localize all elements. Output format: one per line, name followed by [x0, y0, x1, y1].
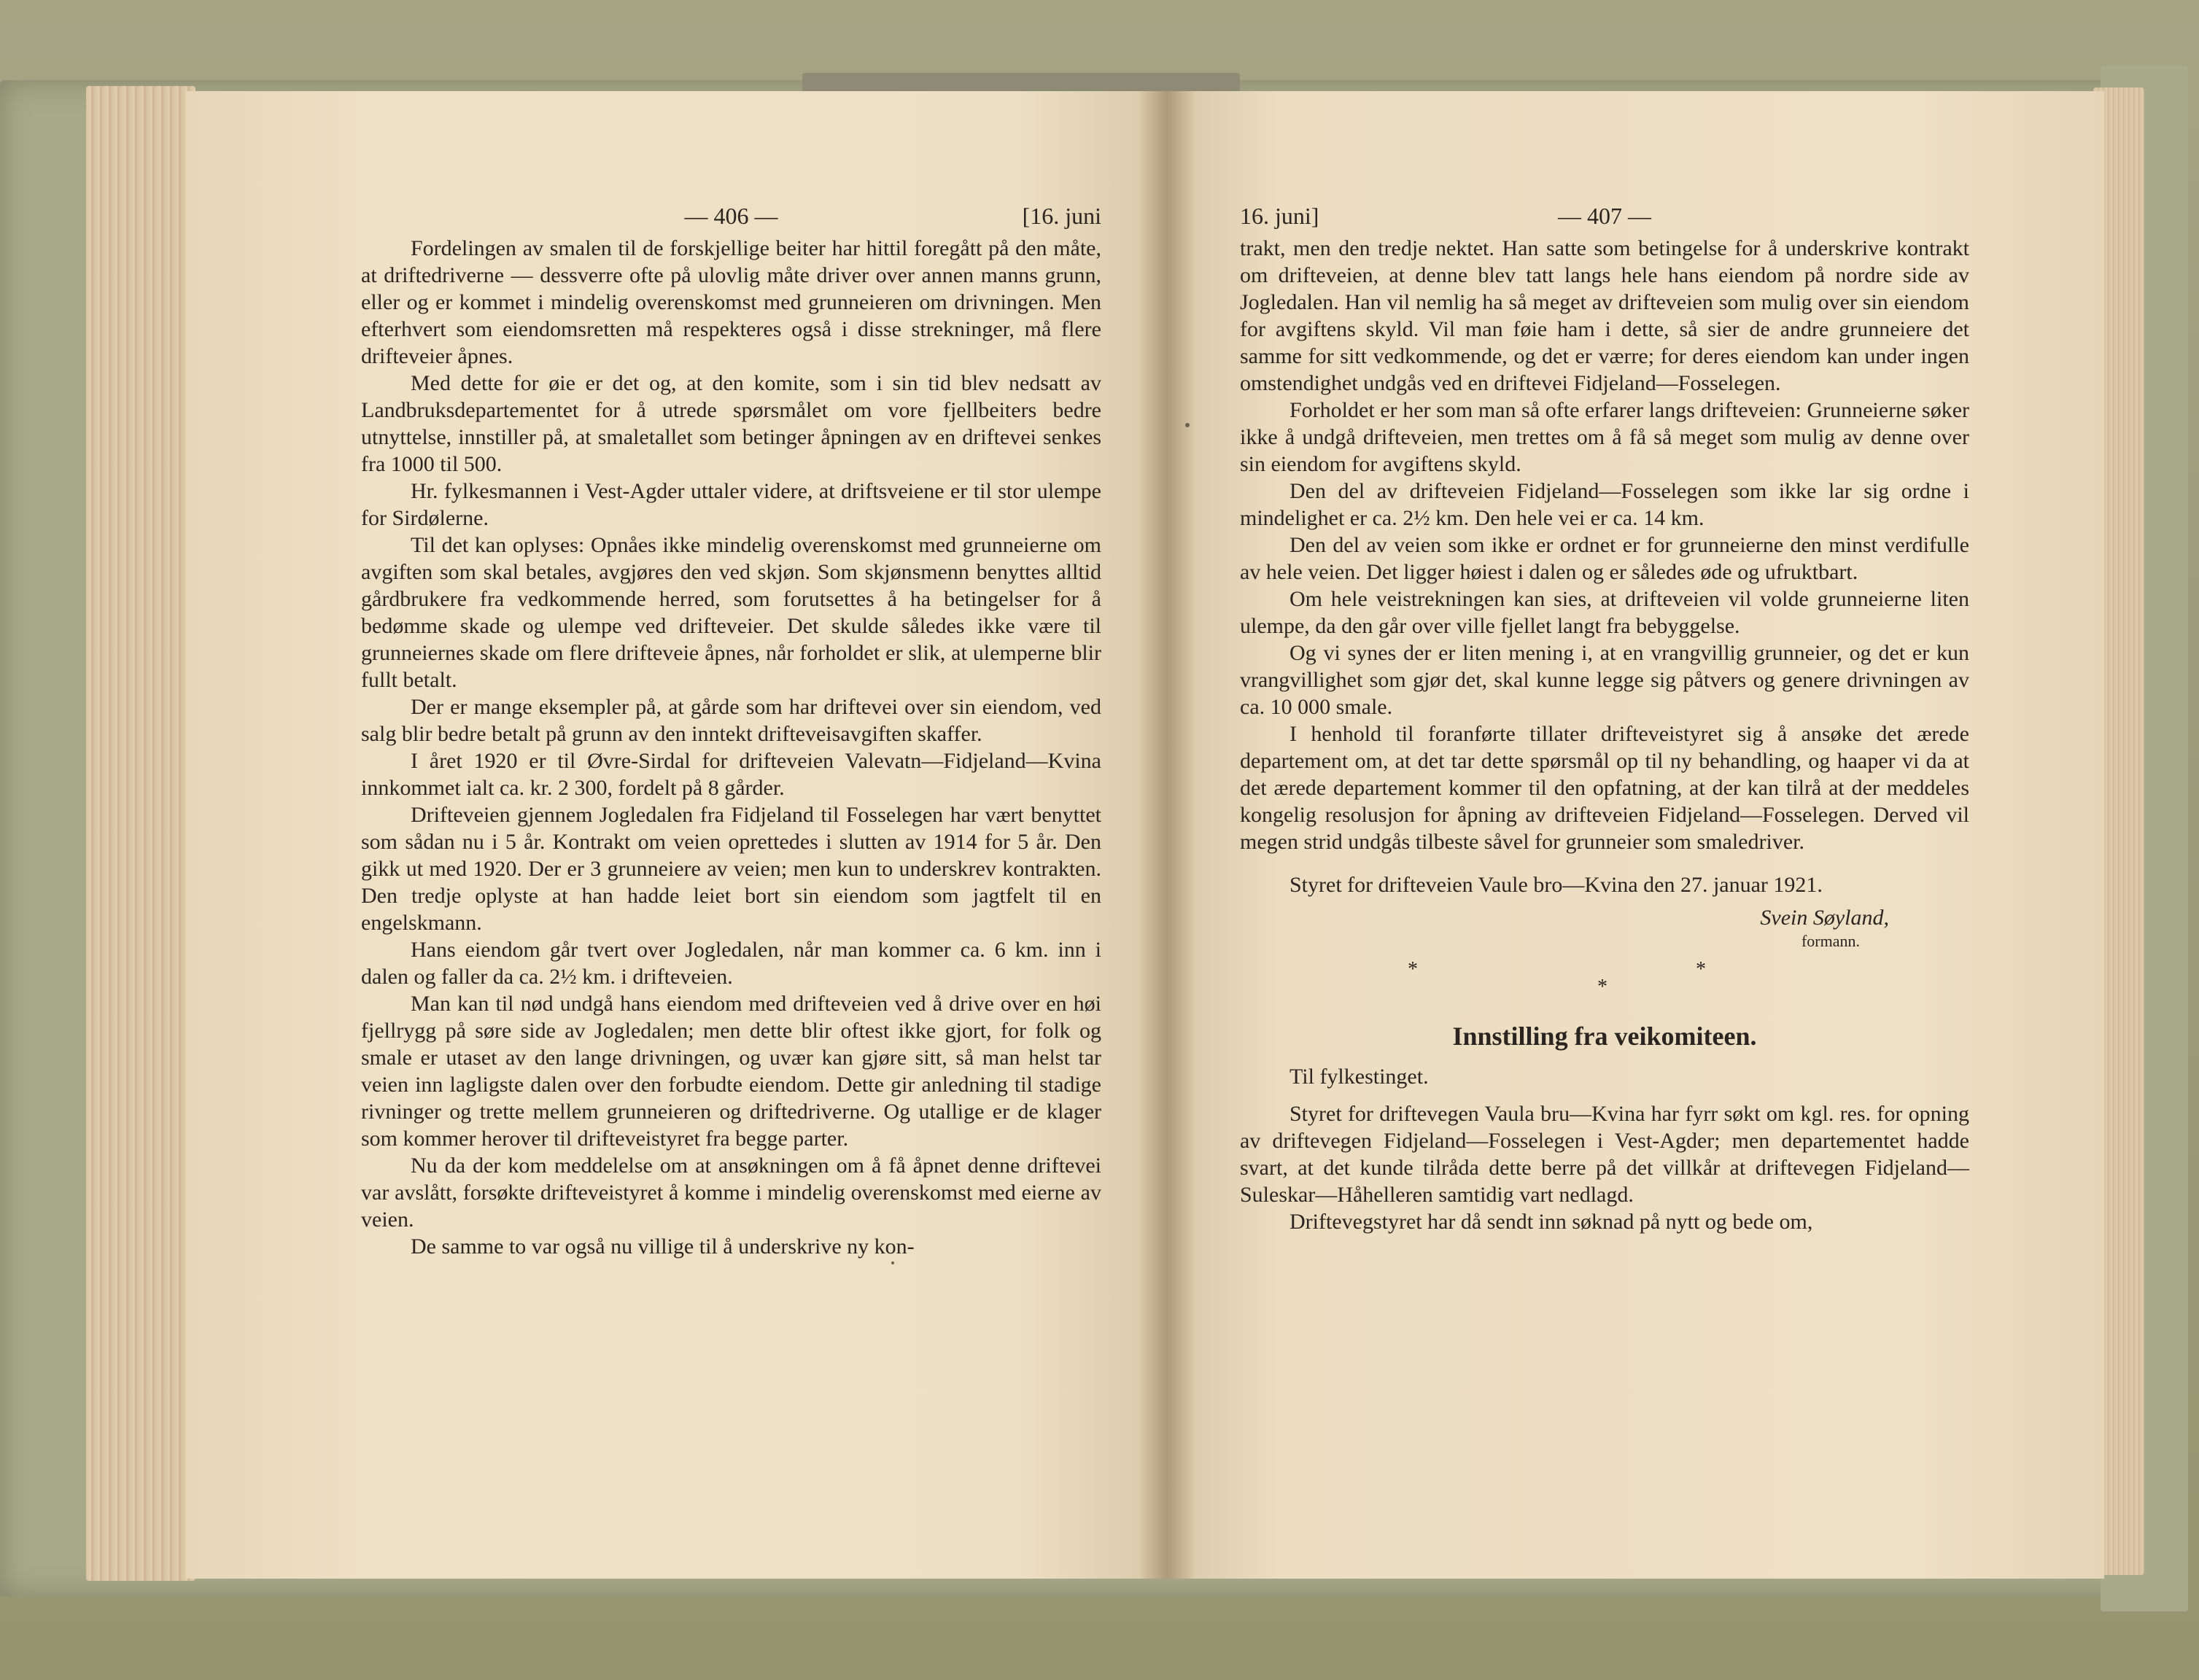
- left-page-header: [361, 203, 1101, 235]
- paragraph: Forholdet er her som man så ofte erfarer langs drifteveien: Grunneierne søker ikke å undgå drifteveien, men trettes om å få så meget som mulig av denne over sin eiendom for avgiftens skyld.: [1240, 398, 1969, 476]
- paragraph: Hr. fylkesmannen i Vest-Agder uttaler videre, at driftsveiene er til stor ulempe for Sirdølerne.: [361, 479, 1101, 530]
- paragraph: Fordelingen av smalen til de forskjellige beiter har hittil foregått på den måte, at driftedriverne — dessverre ofte på ulovlig måte driver over annen manns grunn, eller og er kommet i mindelig overenskomst med grunneieren om drivningen. Men efterhvert som eiendomsretten må respekteres også i disse strekninger, må flere drifteveier åpnes.: [361, 236, 1101, 368]
- section-divider-stars: [1240, 952, 1969, 1003]
- page-number-406: — 406 —: [684, 203, 778, 229]
- paragraph: trakt, men den tredje nektet. Han satte som betingelse for å underskrive kontrakt om drifteveien, at denne blev tatt langs hele hans eiendom på nordre side av Jogledalen. Han vil nemlig ha så meget av drifteveien som mulig over sin eiendom for avgiftens skyld. Vil man føie ham i dette, så sier de andre grunneiere det samme for sitt vedkommende, og det er værre; for deres eiendom kan under ingen omstendighet undgås ved en driftevei Fidjeland—Fosselegen.: [1240, 236, 1969, 395]
- paragraph: Hans eiendom går tvert over Jogledalen, når man kommer ca. 6 km. inn i dalen og faller da ca. 2½ km. i drifteveien.: [361, 938, 1101, 989]
- right-page-header: [1240, 203, 1969, 235]
- section-heading: Innstilling fra veikomiteen.: [1452, 1022, 1757, 1051]
- page-edges-left: [86, 86, 195, 1581]
- paragraph: Til det kan oplyses: Opnåes ikke mindelig overenskomst med grunneierne om avgiften som skal betales, avgjøres den ved skjøn. Som skjønsmenn benyttes alltid gårdbrukere fra vedkommende herred, som forutsettes å ha betingelser for å bedømme skade og ulempe ved drifteveier. Det skulde således ikke være til grunneiernes skade om flere drifteveie åpnes, når forholdet er slik, at ulemperne blir fullt betalt.: [361, 533, 1101, 692]
- divider-star: *: [1696, 958, 1706, 981]
- paragraph: Den del av drifteveien Fidjeland—Fosselegen som ikke lar sig ordne i mindelighet er ca. 2½ km. Den hele vei er ca. 14 km.: [1240, 479, 1969, 530]
- paragraph: Og vi synes der er liten mening i, at en vrangvillig grunneier, og det er kun vrangvillighet som gjør det, skal kunne legge sig påtvers og genere drivningen av ca. 10 000 smale.: [1240, 641, 1969, 719]
- paragraph: Man kan til nød undgå hans eiendom med drifteveien ved å drive over en høi fjellrygg på søre side av Jogledalen; men dette blir oftest ikke gjort, for folk og smale er utaset av den lange drivningen, og uvær kan gjøre sitt, så man helst tar veien inn lagligste dalen over den forbudte eiendom. Dette gir anledning til stadige rivninger og trette mellem grunneieren og driftedriverne. Og utallige er de klager som kommer herover til drifteveistyret fra begge parter.: [361, 992, 1101, 1151]
- paragraph: Styret for driftevegen Vaula bru—Kvina har fyrr søkt om kgl. res. for opning av driftevegen Fidjeland—Fosselegen i Vest-Agder; men departementet hadde svart, at det kunde tilråda dette berre på det villkår at driftevegen Fidjeland—Suleskar—Håhelleren samtidig vart nedlagd.: [1240, 1102, 1969, 1207]
- left-page-text: [361, 203, 1101, 1260]
- paragraph: Om hele veistrekningen kan sies, at drifteveien vil volde grunneierne liten ulempe, da den går over ville fjellet langt fra bebyggelse.: [1240, 587, 1969, 638]
- paragraph: Nu da der kom meddelelse om at ansøkningen om å få åpnet denne driftevei var avslått, forsøkte drifteveistyret å komme i mindelig overenskomst med eierne av veien.: [361, 1154, 1101, 1232]
- divider-star: *: [1408, 958, 1418, 981]
- right-page-text: [1240, 203, 1969, 1235]
- paragraph: Den del av veien som ikke er ordnet er for grunneierne den minst verdifulle av hele veien. Det ligger høiest i dalen og er således øde og ufruktbart.: [1240, 533, 1969, 584]
- right-page-date: 16. juni]: [1240, 203, 1319, 229]
- paragraph: De samme to var også nu villige til å underskrive ny kon-: [411, 1234, 915, 1259]
- paragraph: I henhold til foranførte tillater drifteveistyret sig å ansøke det ærede departement om, at det tar dette spørsmål op til ny behandling, og haaper vi da at det ærede departement kommer til den opfatning, at der kan tilrå at der meddeles kongelig resolusjon for åpning av drifteveien Fidjeland—Fosselegen. Derved vil megen strid undgås tilbeste såvel for grunneier som smaledriver.: [1240, 722, 1969, 854]
- page-number-407: — 407 —: [1558, 203, 1651, 229]
- left-page-date: [16. juni: [1022, 203, 1101, 229]
- paragraph: Driftevegstyret har då sendt inn søknad på nytt og bede om,: [1289, 1210, 1813, 1234]
- paper-speck: [1185, 423, 1190, 427]
- paper-speck: [891, 1261, 894, 1264]
- paragraph: Med dette for øie er det og, at den komite, som i sin tid blev nedsatt av Landbruksdepartementet for å utrede spørsmålet om vore fjellbeiters bedre utnyttelse, innstiller på, at smaletallet som betinger åpningen av en driftevei senkes fra 1000 til 500.: [361, 371, 1101, 476]
- board-dateline: Styret for drifteveien Vaule bro—Kvina den 27. januar 1921.: [1289, 873, 1823, 897]
- paragraph: Der er mange eksempler på, at gårde som har driftevei over sin eiendom, ved salg blir bedre betalt på grunn av den inntekt drifteveisavgiften skaffer.: [361, 695, 1101, 746]
- book-gutter: [1138, 91, 1196, 1579]
- salutation: Til fylkestinget.: [1289, 1065, 1429, 1089]
- signature-name: Svein Søyland,: [1760, 906, 1889, 930]
- divider-star: *: [1597, 976, 1607, 998]
- paragraph: Drifteveien gjennem Jogledalen fra Fidjeland til Fosselegen har vært benyttet som sådan nu i 5 år. Kontrakt om veien oprettedes i slutten av 1914 for 5 år. Den gikk ut med 1920. Der er 3 grunneiere av veien; men kun to underskrev kontrakten. Den tredje oplyste at han hadde leiet bort sin eiendom som jagtfelt til en engelskmann.: [361, 803, 1101, 935]
- paragraph: I året 1920 er til Øvre-Sirdal for drifteveien Valevatn—Fidjeland—Kvina innkommet ialt ca. kr. 2 300, fordelt på 8 gårder.: [361, 749, 1101, 800]
- signature-title: formann.: [1801, 932, 1860, 950]
